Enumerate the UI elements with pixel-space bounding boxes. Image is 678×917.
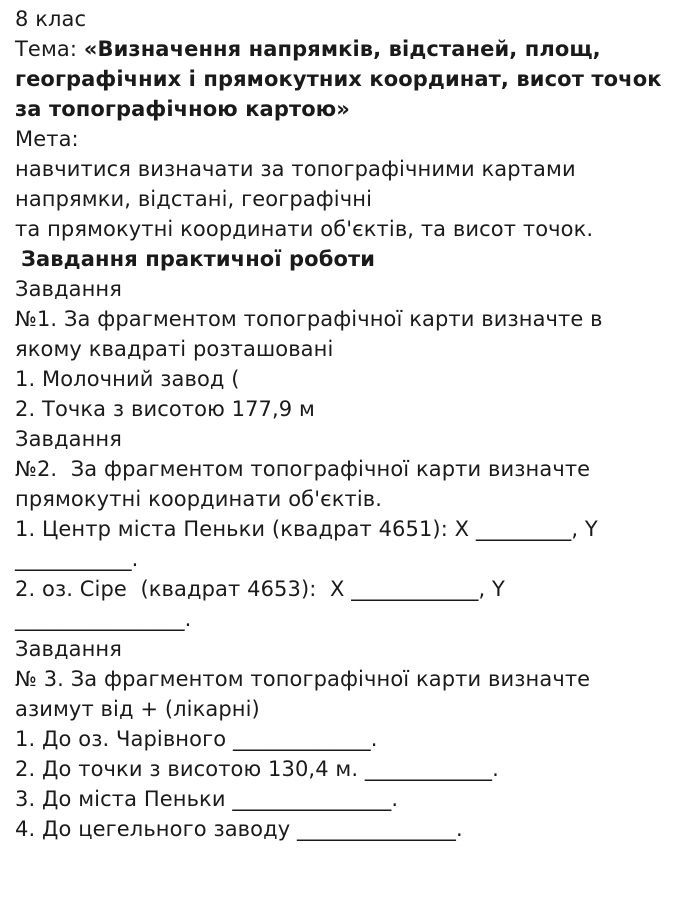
task3-question-line1: № 3. За фрагментом топографічної карти визначте [15,667,591,691]
task3-item2: 2. До точки з висотою 130,4 м. ____________. [15,757,499,781]
task2-item2-answer-blank: ________________. [15,607,192,631]
topic-title-part3: за топографічною картою» [15,97,350,121]
task3-item3: 3. До міста Пеньки _______________. [15,787,399,811]
task2-question-line2: прямокутні координати об'єктів. [15,487,383,511]
task1-item1: 1. Молочний завод ( [15,367,240,391]
section-heading: Завдання практичної роботи [21,247,376,271]
task2-item1-answer-blank: ___________. [15,547,139,571]
goal-label: Мета: [15,127,79,151]
topic-title-part2: географічних і прямокутних координат, висот точок [15,67,662,91]
task2-question-line1: №2. За фрагментом топографічної карти визначте [15,457,591,481]
task3-item4: 4. До цегельного заводу _______________. [15,817,463,841]
task1-label: Завдання [15,277,122,301]
task1-question-line2: якому квадраті розташовані [15,337,334,361]
task2-label: Завдання [15,427,122,451]
worksheet [15,4,674,844]
topic-title-part1: «Визначення напрямків, відстаней, площ, [83,37,601,61]
task1-item2: 2. Точка з висотою 177,9 м [15,397,315,421]
task3-question-line2: азимут від + (лікарні) [15,697,260,721]
goal-text-line2: напрямки, відстані, географічні [15,187,373,211]
topic-label: Тема: [15,37,84,61]
task1-question-line1: №1. За фрагментом топографічної карти визначте в [15,307,603,331]
task3-item1: 1. До оз. Чарівного _____________. [15,727,378,751]
goal-text-line3: та прямокутні координати об'єктів, та висот точок. [15,217,594,241]
task2-item1: 1. Центр міста Пеньки (квадрат 4651): Х _________, Y [15,517,598,541]
topic-line [15,34,674,64]
grade-label: 8 клас [15,7,87,31]
goal-text-line1: навчитися визначати за топографічними картами [15,157,576,181]
task3-label: Завдання [15,637,122,661]
task2-item2: 2. оз. Сіре (квадрат 4653): Х ____________, Y [15,577,505,601]
